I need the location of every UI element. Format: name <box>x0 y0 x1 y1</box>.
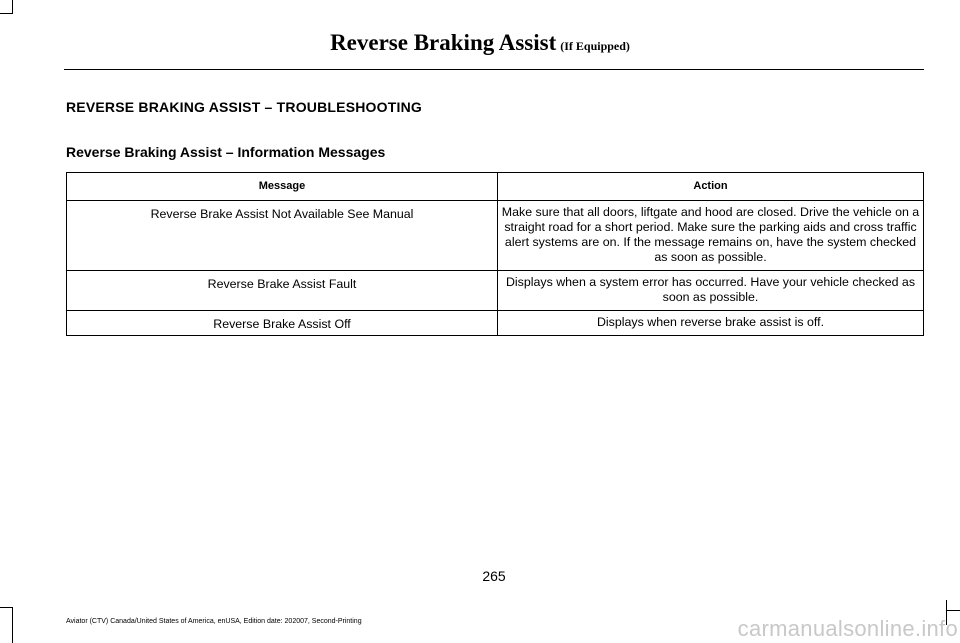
message-cell: Reverse Brake Assist Off <box>67 311 498 336</box>
watermark: carmanualsonline.info <box>737 616 958 641</box>
message-cell: Reverse Brake Assist Fault <box>67 271 498 311</box>
footer-edition-info: Aviator (CTV) Canada/United States of America, enUSA, Edition date: 202007, Second-Printing <box>66 618 362 625</box>
column-header-message: Message <box>67 173 498 201</box>
crop-mark-top-left <box>12 0 13 14</box>
information-messages-table <box>66 172 924 336</box>
action-cell: Make sure that all doors, liftgate and hood are closed. Drive the vehicle on a straight road for a short period. Make sure the parking aids and cross traffic alert systems are on. If the message remains on, have the system checked as soon as possible. <box>498 201 924 271</box>
message-cell: Reverse Brake Assist Not Available See Manual <box>67 201 498 271</box>
page-header <box>0 30 960 56</box>
crop-mark-bottom-left <box>0 607 13 608</box>
section-title: REVERSE BRAKING ASSIST – TROUBLESHOOTING <box>66 99 422 115</box>
subsection-title: Reverse Braking Assist – Information Messages <box>66 144 386 160</box>
action-cell: Displays when reverse brake assist is off. <box>498 311 924 336</box>
header-title: Reverse Braking Assist <box>330 30 557 55</box>
header-divider <box>64 69 924 70</box>
column-header-action: Action <box>498 173 924 201</box>
crop-mark-top-left <box>0 13 13 14</box>
header-subtitle: (If Equipped) <box>560 39 630 53</box>
crop-mark-bottom-left <box>12 607 13 643</box>
table-header-row <box>67 173 924 201</box>
crop-mark-right <box>946 610 960 611</box>
table-row <box>67 201 924 271</box>
action-cell: Displays when a system error has occurred. Have your vehicle checked as soon as possible. <box>498 271 924 311</box>
page-number: 265 <box>482 568 506 584</box>
table-row <box>67 311 924 336</box>
table-row <box>67 271 924 311</box>
